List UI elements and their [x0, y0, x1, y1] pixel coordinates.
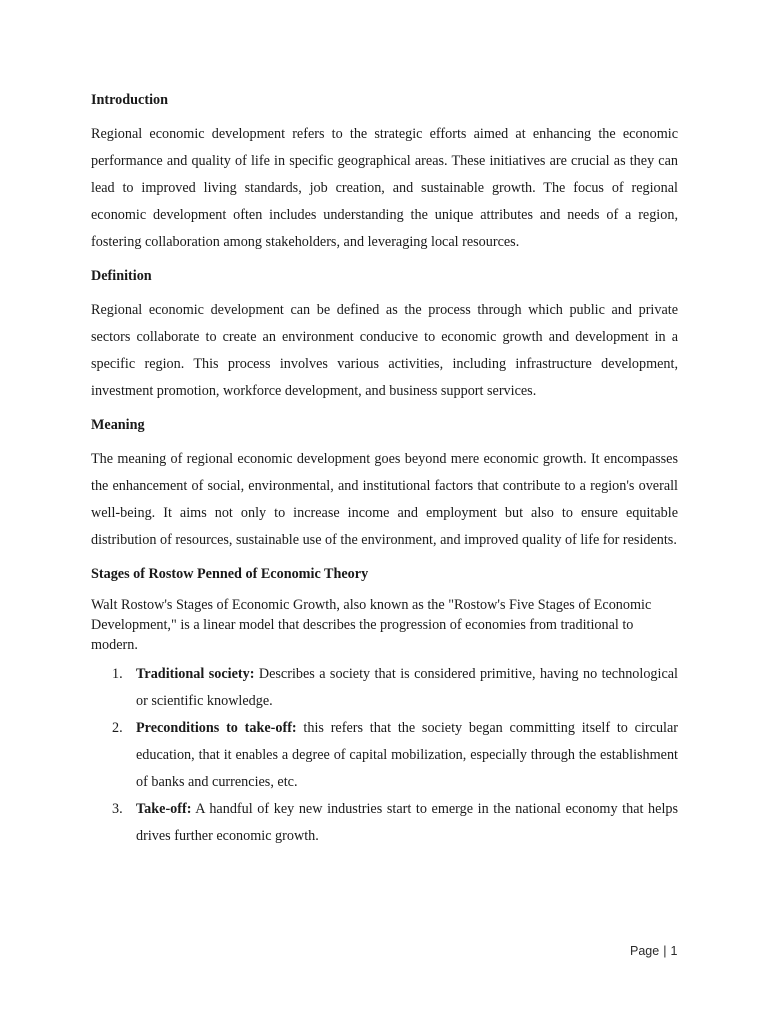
page-number: 1	[670, 944, 678, 958]
page-label: Page	[630, 944, 660, 958]
definition-heading: Definition	[91, 268, 152, 284]
list-item-number: 1.	[112, 666, 123, 682]
list-item-term: Take-off:	[136, 801, 192, 817]
list-item-description: A handful of key new industries start to emerge in the national economy that helps drives further economic growth.	[136, 801, 678, 844]
page-separator: |	[663, 944, 667, 958]
list-item-description: Describes a society that is considered primitive, having no technological or scientific knowledge.	[136, 666, 678, 709]
introduction-paragraph: Regional economic development refers to the strategic efforts aimed at enhancing the economic performance and quality of life in specific geographical areas. These initiatives are crucial as they can lead to improved living standards, job creation, and sustainable growth. The focus of regional economic development often includes understanding the unique attributes and needs of a region, fostering collaboration among stakeholders, and leveraging local resources.	[91, 126, 678, 250]
list-item-number: 2.	[112, 720, 123, 736]
stages-list	[91, 661, 678, 850]
list-item-term: Preconditions to take-off:	[136, 720, 297, 736]
document-body	[91, 90, 678, 850]
list-item-description: this refers that the society began committing itself to circular education, that it enables a degree of capital mobilization, especially through the establishment of banks and currencies, etc.	[136, 720, 678, 790]
definition-paragraph: Regional economic development can be defined as the process through which public and private sectors collaborate to create an environment conducive to economic growth and development in a specific region. This process involves various activities, including infrastructure development, investment promotion, workforce development, and business support services.	[91, 302, 678, 399]
list-item	[91, 715, 678, 796]
list-item-number: 3.	[112, 801, 123, 817]
meaning-paragraph: The meaning of regional economic development goes beyond mere economic growth. It encompasses the enhancement of social, environmental, and institutional factors that contribute to a region's overall well-being. It aims not only to increase income and employment but also to ensure equitable distribution of resources, sustainable use of the environment, and improved quality of life for residents.	[91, 451, 678, 548]
list-item	[91, 661, 678, 715]
introduction-heading: Introduction	[91, 92, 168, 108]
page-footer	[630, 942, 677, 960]
meaning-heading: Meaning	[91, 417, 145, 433]
list-item	[91, 796, 678, 850]
stages-intro-paragraph: Walt Rostow's Stages of Economic Growth, also known as the "Rostow's Five Stages of Economic Development," is a linear model that describes the progression of economies from traditional to modern.	[91, 597, 652, 653]
stages-heading: Stages of Rostow Penned of Economic Theory	[91, 566, 369, 582]
list-item-term: Traditional society:	[136, 666, 255, 682]
